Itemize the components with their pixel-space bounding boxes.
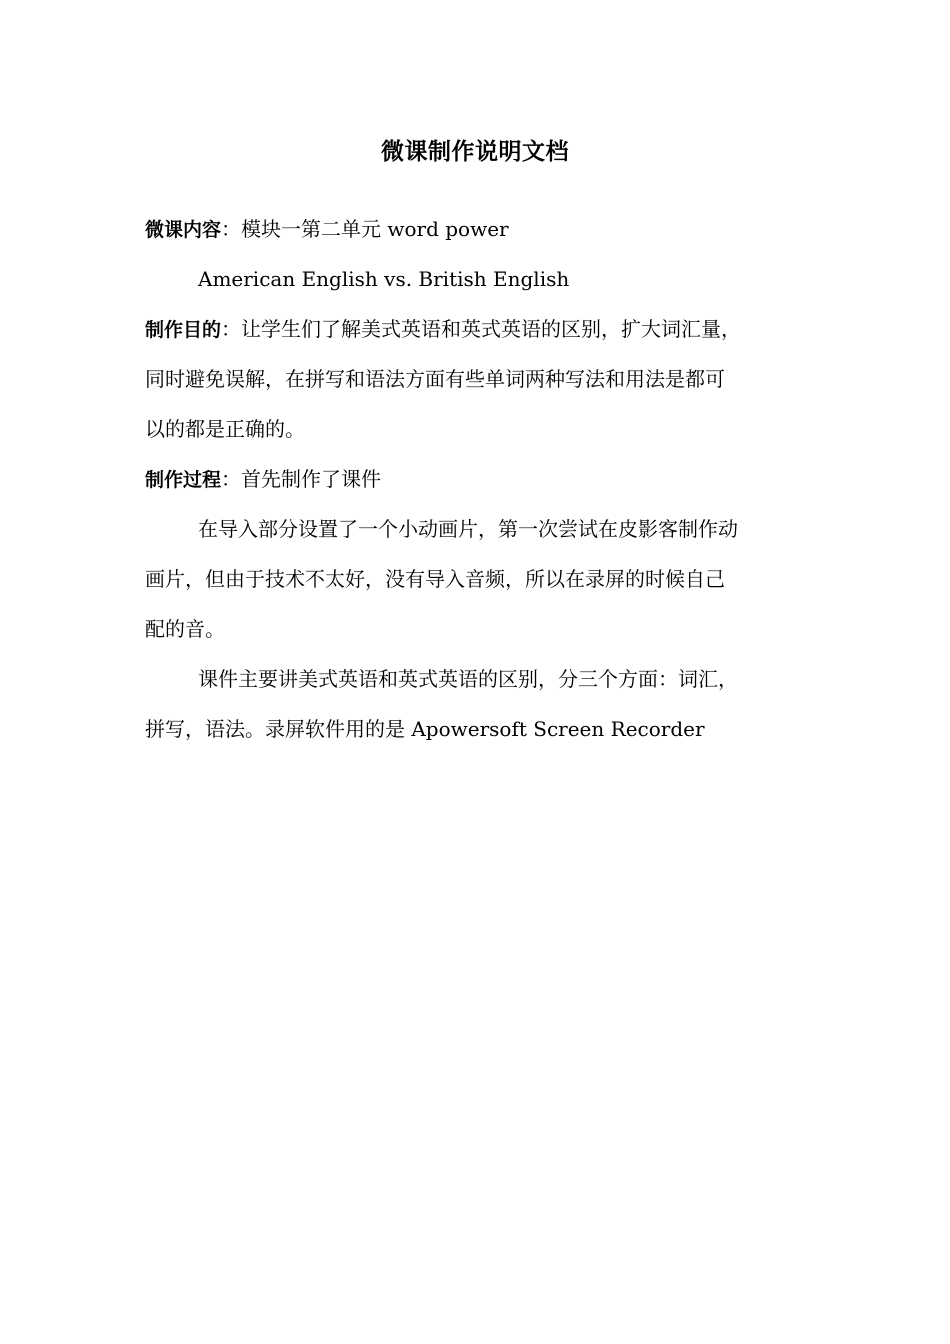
purpose-label: 制作目的: [145, 319, 222, 341]
content-line-2: American English vs. British English: [198, 267, 570, 291]
document-title: 微课制作说明文档: [381, 139, 569, 165]
content-text: 模块一第二单元 word power: [241, 217, 509, 241]
purpose-text: 让学生们了解美式英语和英式英语的区别，扩大词汇量，: [241, 317, 742, 341]
process-paragraph-2-line-2: 拼写，语法。录屏软件用的是 Apowersoft Screen Recorder: [145, 717, 705, 741]
purpose-colon: ：: [221, 317, 242, 341]
purpose-line-2: 同时避免误解，在拼写和语法方面有些单词两种写法和用法是都可: [145, 367, 725, 391]
purpose-line-3: 以的都是正确的。: [145, 417, 305, 441]
process-line: [145, 454, 810, 504]
process-text: 首先制作了课件: [241, 467, 382, 491]
content-colon: ：: [221, 217, 242, 241]
process-paragraph-1-line-1: 在导入部分设置了一个小动画片，第一次尝试在皮影客制作动: [198, 517, 738, 541]
process-paragraph-1-line-2: 画片，但由于技术不太好，没有导入音频，所以在录屏的时候自己: [145, 567, 725, 591]
process-paragraph-2-line-1: 课件主要讲美式英语和英式英语的区别，分三个方面：词汇，: [198, 667, 738, 691]
process-label: 制作过程: [145, 469, 222, 491]
process-colon: ：: [221, 467, 242, 491]
content-label: 微课内容: [145, 219, 222, 241]
process-paragraph-1-line-3: 配的音。: [145, 617, 225, 641]
purpose-line-1: [145, 304, 810, 354]
content-line: [145, 204, 810, 254]
document-body: [145, 204, 810, 754]
